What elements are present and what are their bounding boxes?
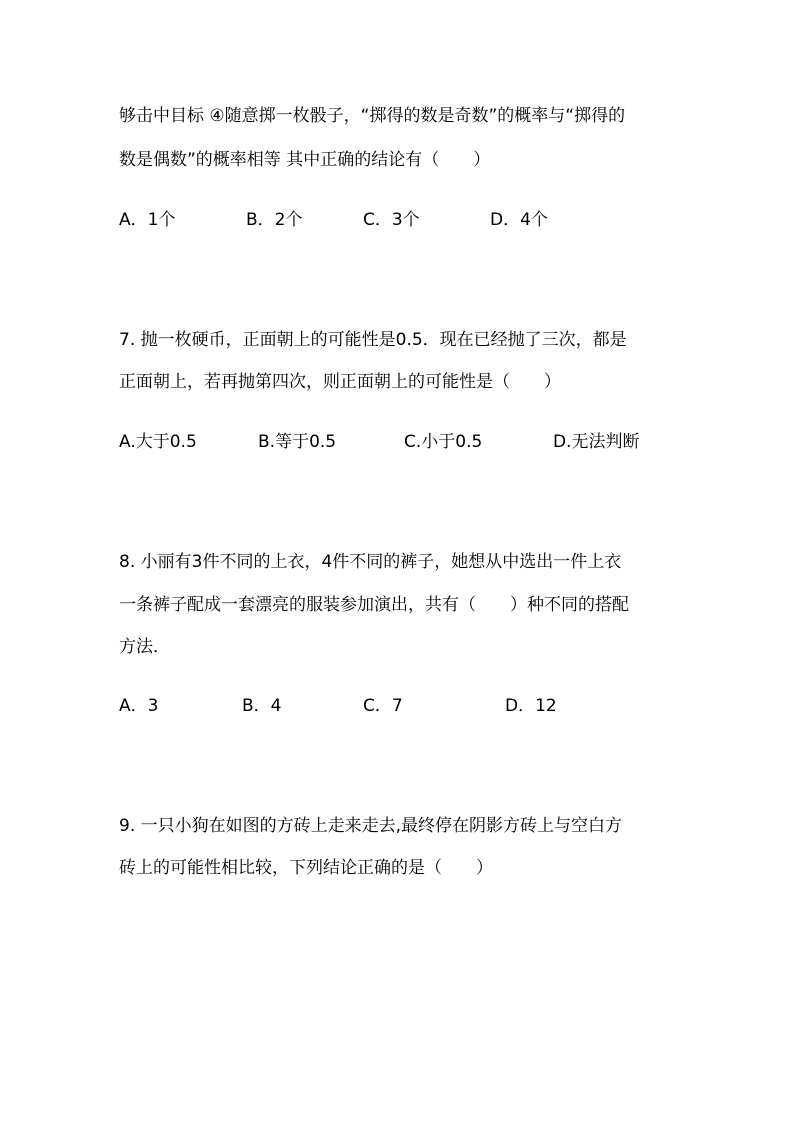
q8-option-a: A．3	[119, 696, 159, 716]
q7-text-line-1: 7. 抛一枚硬币，正面朝上的可能性是0.5．现在已经抛了三次，都是	[119, 330, 627, 350]
q8-option-d: D．12	[505, 696, 557, 716]
q8-options	[119, 695, 689, 717]
q6-option-d: D．4个	[490, 210, 548, 230]
q6-option-a: A．1个	[119, 210, 176, 230]
q7-text-line-2: 正面朝上，若再抛第四次，则正面朝上的可能性是（ ）	[119, 372, 561, 392]
q6-options	[119, 209, 689, 231]
q7-option-a: A.大于0.5	[119, 432, 197, 452]
q8-option-c: C．7	[363, 696, 403, 716]
q8-text-line-1: 8. 小丽有3件不同的上衣，4件不同的裤子，她想从中选出一件上衣	[119, 552, 622, 572]
q6-text-line-2: 数是偶数”的概率相等 其中正确的结论有（ ）	[119, 150, 491, 170]
q7-option-d: D.无法判断	[553, 432, 640, 452]
q8-option-b: B．4	[242, 696, 282, 716]
q8-text-line-3: 方法．	[119, 637, 170, 657]
q6-option-b: B．2个	[246, 210, 303, 230]
q9-text-line-1: 9. 一只小狗在如图的方砖上走来走去,最终停在阴影方砖上与空白方	[119, 816, 623, 836]
q7-option-b: B.等于0.5	[258, 432, 337, 452]
q7-options	[119, 431, 689, 453]
q8-text-line-2: 一条裤子配成一套漂亮的服装参加演出，共有（ ）种不同的搭配	[119, 595, 629, 615]
q9-text-line-2: 砖上的可能性相比较，下列结论正确的是（ ）	[119, 858, 493, 878]
q7-option-c: C.小于0.5	[404, 432, 483, 452]
q6-option-c: C．3个	[363, 210, 420, 230]
q6-text-line-1: 够击中目标 ④随意掷一枚骰子，“掷得的数是奇数”的概率与“掷得的	[119, 106, 626, 126]
